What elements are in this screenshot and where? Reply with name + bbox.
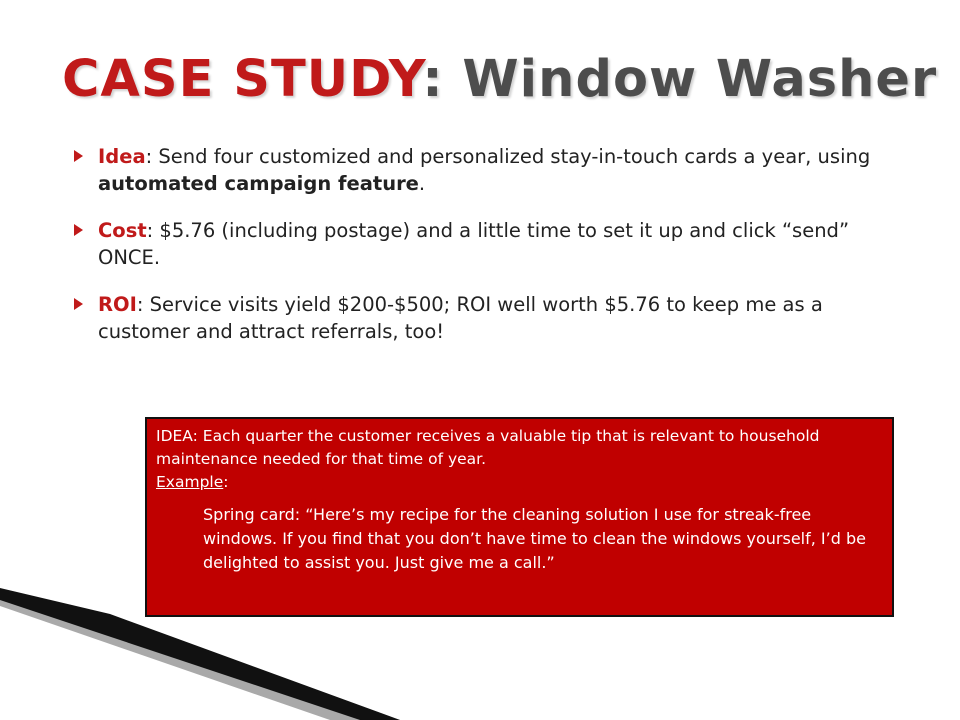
bullet-text: : $5.76 (including postage) and a little time to set it up and click “send” ONCE. (98, 219, 850, 269)
callout-intro-text: IDEA: Each quarter the customer receives a valuable tip that is relevant to household maintenance needed for that time of year. (156, 427, 820, 468)
bullet-key: Idea (98, 145, 146, 168)
title-accent: CASE STUDY (62, 50, 423, 109)
bullet-text: : Service visits yield $200-$500; ROI well worth $5.76 to keep me as a customer and attract referrals, too! (98, 293, 823, 343)
bullet-key: Cost (98, 219, 147, 242)
bullet-bold-text: automated campaign feature (98, 172, 419, 195)
title-rest: : Window Washer (422, 50, 938, 109)
bullet-text-end: . (418, 172, 426, 195)
bullet-text: : Send four customized and personalized stay-in-touch cards a year, using (145, 145, 871, 168)
example-label: Example (156, 473, 224, 491)
bullet-key: ROI (98, 293, 137, 316)
spring-card-quote: Spring card: “Here’s my recipe for the cleaning solution I use for streak-free windows. If you find that you don’t have time to clean the windows yourself, I’d be delighted to assist you. Just give me a call.” (203, 505, 866, 572)
example-colon: : (223, 473, 229, 491)
swoosh-line (0, 588, 400, 720)
